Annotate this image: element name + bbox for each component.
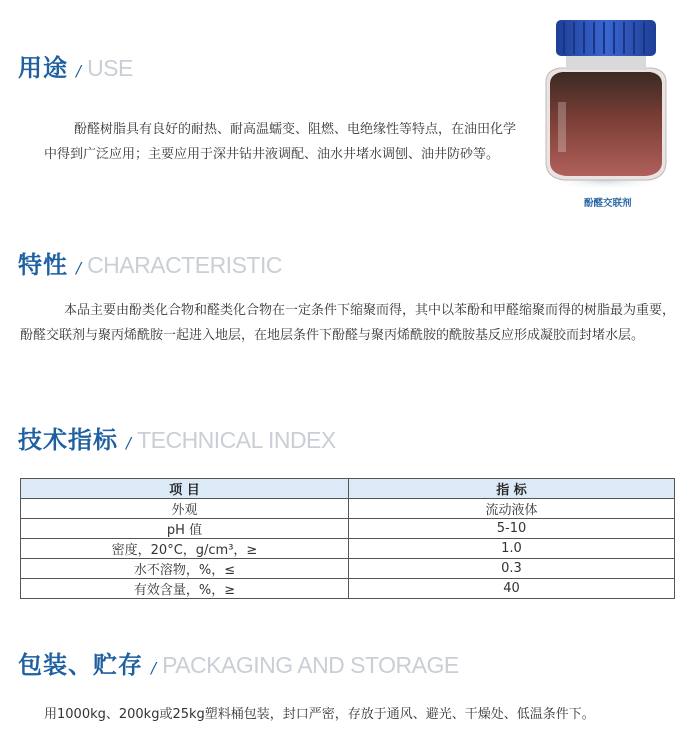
title-cn: 包装、贮存 <box>18 651 143 679</box>
table-row <box>21 519 675 539</box>
jar-icon <box>536 12 676 192</box>
characteristic-text: 本品主要由酚类化合物和醛类化合物在一定条件下缩聚而得，其中以苯酚和甲醛缩聚而得的树脂最为重要，酚醛交联剂与聚丙烯酰胺一起进入地层，在地层条件下酚醛与聚丙烯酰胺的酰胺基反应形成凝胶而封堵水层。 <box>20 303 676 343</box>
title-slash: / <box>126 434 132 452</box>
section-title-characteristic <box>18 245 282 280</box>
table-header-cell: 项 目 <box>21 479 349 499</box>
title-en: TECHNICAL INDEX <box>137 427 336 453</box>
packaging-text: 用1000kg、200kg或25kg塑料桶包装，封口严密，存放于通风、避光、干燥处、低温条件下。 <box>44 707 595 722</box>
table-cell: 0.3 <box>349 559 675 579</box>
section-title-packaging <box>18 645 459 680</box>
table-cell: 密度，20°C，g/cm³，≥ <box>21 539 349 559</box>
use-text: 酚醛树脂具有良好的耐热、耐高温蠕变、阻燃、电绝缘性等特点，在油田化学中得到广泛应用；主要应用于深井钻井液调配、油水井堵水调刨、油井防砂等。 <box>44 122 517 162</box>
title-slash: / <box>76 259 82 277</box>
table-cell: 外观 <box>21 499 349 519</box>
title-slash: / <box>151 659 157 677</box>
table-cell: 有效含量，%，≥ <box>21 579 349 599</box>
title-slash: / <box>76 62 82 80</box>
title-en: CHARACTERISTIC <box>87 252 282 278</box>
table-cell: 流动液体 <box>349 499 675 519</box>
characteristic-paragraph <box>20 298 675 348</box>
table-cell: 1.0 <box>349 539 675 559</box>
title-cn: 技术指标 <box>18 426 118 454</box>
section-title-technical <box>18 420 336 455</box>
title-en: USE <box>87 55 133 81</box>
table-row <box>21 579 675 599</box>
table-row <box>21 559 675 579</box>
section-title-use <box>18 48 133 83</box>
packaging-paragraph <box>44 702 674 727</box>
use-paragraph <box>44 117 524 167</box>
table-row <box>21 539 675 559</box>
table-header-row <box>21 479 675 499</box>
table-header-cell: 指 标 <box>349 479 675 499</box>
product-caption: 酚醛交联剂 <box>584 198 632 209</box>
title-cn: 特性 <box>18 251 68 279</box>
title-cn: 用途 <box>18 54 68 82</box>
table-cell: 水不溶物，%，≤ <box>21 559 349 579</box>
spec-table <box>20 478 675 599</box>
table-row <box>21 499 675 519</box>
table-cell: 5-10 <box>349 519 675 539</box>
table-cell: pH 值 <box>21 519 349 539</box>
title-en: PACKAGING AND STORAGE <box>162 652 459 678</box>
product-jar-image <box>536 12 676 192</box>
table-cell: 40 <box>349 579 675 599</box>
